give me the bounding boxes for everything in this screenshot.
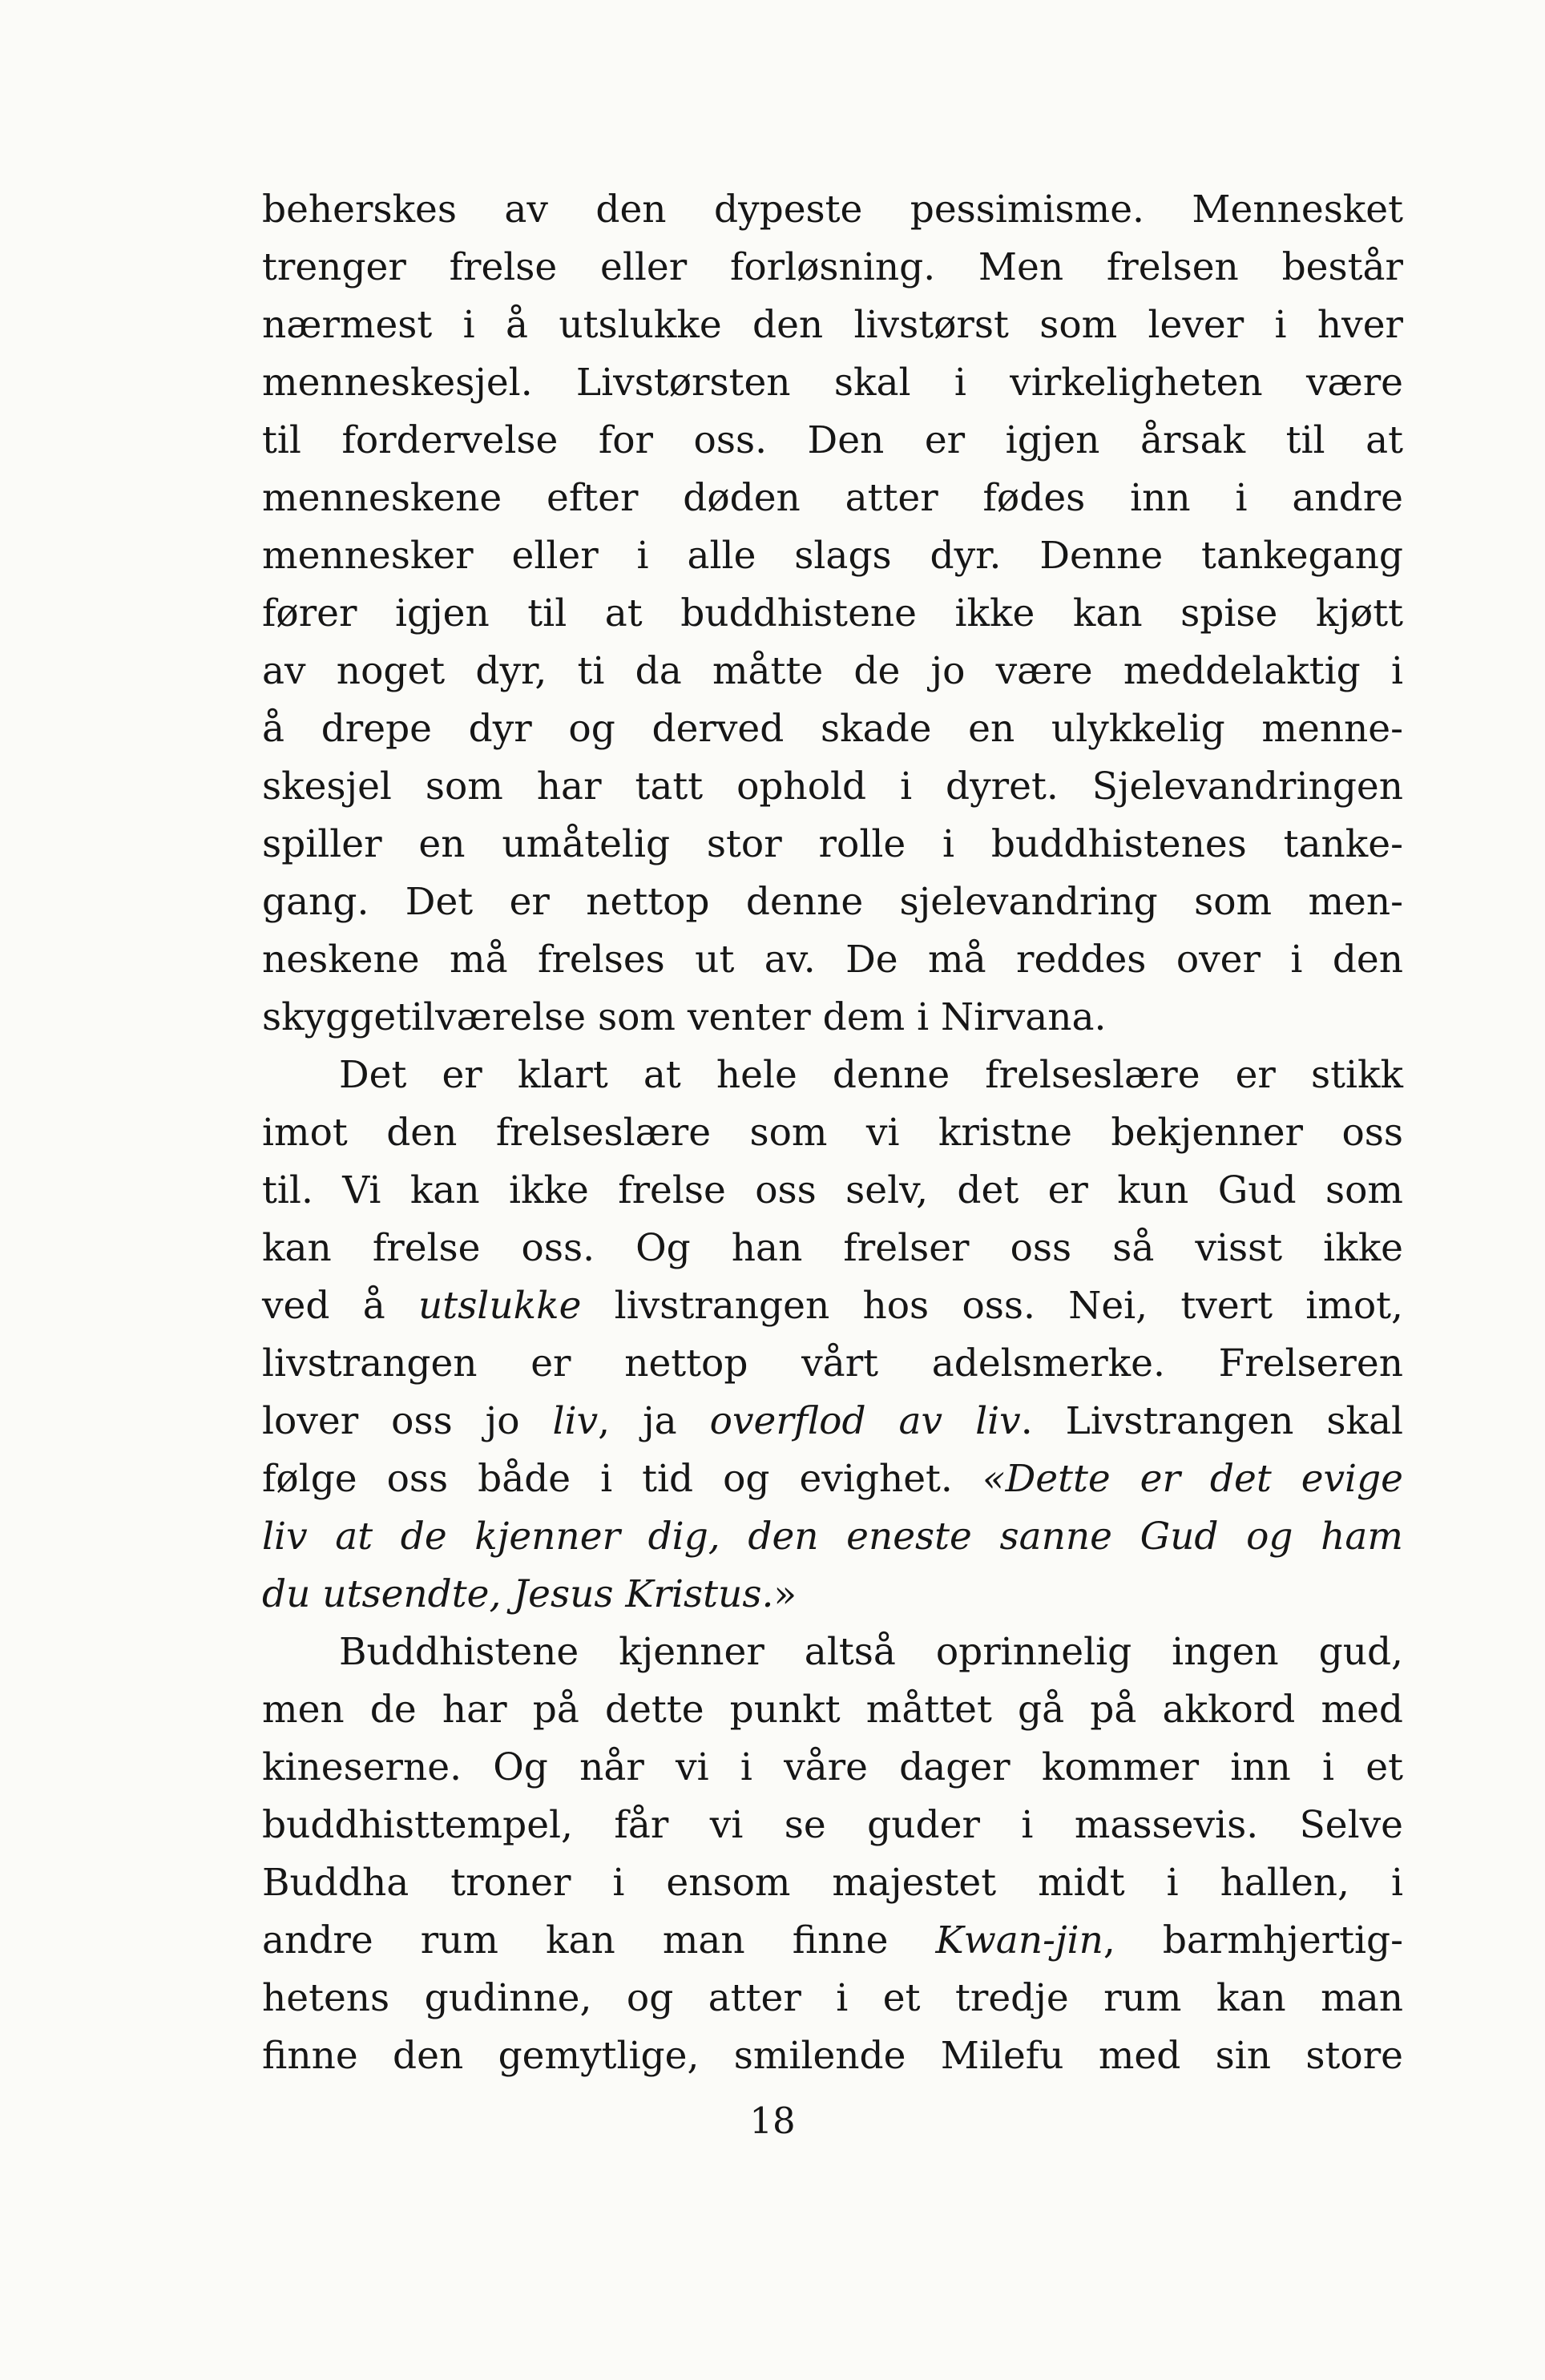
text-span: skesjel som har tatt ophold i dyret. Sjelevandringen [262, 764, 1403, 809]
italic-text: Kwan-jin [935, 1918, 1103, 1962]
text-span: Det er klart at hele denne frelseslære er stikk [339, 1053, 1403, 1097]
text-span: kan frelse oss. Og han frelser oss så visst ikke [262, 1226, 1403, 1270]
text-line [262, 1681, 1403, 1739]
text-span: hetens gudinne, og atter i et tredje rum kan man [262, 1976, 1403, 2020]
text-line [262, 1624, 1403, 1681]
text-span: livstrangen er nettop vårt adelsmerke. Frelseren [262, 1341, 1403, 1386]
text-span: . Livstrangen skal [1020, 1399, 1403, 1443]
text-span: mennesker eller i alle slags dyr. Denne tankegang [262, 534, 1403, 578]
italic-text: overflod av liv [709, 1399, 1021, 1443]
text-span: å drepe dyr og derved skade en ulykkelig menne- [262, 707, 1403, 751]
text-line [262, 527, 1403, 585]
text-line [262, 931, 1403, 989]
text-line [262, 2027, 1403, 2085]
text-span: menneskene efter døden atter fødes inn i andre [262, 476, 1403, 520]
italic-text: du utsendte, Jesus Kristus. [262, 1572, 774, 1616]
text-line [262, 1797, 1403, 1854]
text-line [262, 1566, 1403, 1624]
text-line [262, 1739, 1403, 1797]
text-line [262, 181, 1403, 239]
text-line [262, 1508, 1403, 1566]
text-span: andre rum kan man finne [262, 1918, 936, 1962]
text-line [262, 1277, 1403, 1335]
text-line [262, 296, 1403, 354]
text-line [262, 1047, 1403, 1104]
text-span: kineserne. Og når vi i våre dager kommer inn i et [262, 1745, 1403, 1789]
text-span: , ja [598, 1399, 710, 1443]
text-line [262, 1854, 1403, 1912]
italic-text: «Dette er det evige [982, 1457, 1403, 1501]
italic-text: liv [552, 1399, 599, 1443]
text-line [262, 1970, 1403, 2027]
text-span: beherskes av den dypeste pessimisme. Mennesket [262, 188, 1403, 232]
text-span: ved å [262, 1284, 419, 1328]
text-span: trenger frelse eller forløsning. Men frelsen består [262, 245, 1403, 289]
text-span: menneskesjel. Livstørsten skal i virkeligheten være [262, 361, 1403, 405]
text-line [262, 1912, 1403, 1970]
text-line [262, 354, 1403, 412]
text-span: følge oss både i tid og evighet. [262, 1457, 982, 1501]
text-line [262, 873, 1403, 931]
text-span: av noget dyr, ti da måtte de jo være meddelaktig i [262, 649, 1403, 693]
text-span: Buddha troner i ensom majestet midt i hallen, i [262, 1861, 1403, 1905]
text-span: nærmest i å utslukke den livstørst som lever i hver [262, 303, 1403, 347]
text-line [262, 412, 1403, 470]
text-line [262, 1335, 1403, 1393]
text-line [262, 239, 1403, 296]
text-span: neskene må frelses ut av. De må reddes over i den [262, 938, 1403, 982]
italic-text: utslukke [418, 1284, 582, 1328]
text-line [262, 470, 1403, 527]
text-line [262, 1162, 1403, 1220]
text-line [262, 1104, 1403, 1162]
text-span: » [773, 1572, 797, 1616]
text-span: livstrangen hos oss. Nei, tvert imot, [581, 1284, 1403, 1328]
text-line [262, 816, 1403, 873]
text-line [262, 585, 1403, 643]
text-line [262, 758, 1403, 816]
text-span: men de har på dette punkt måttet gå på akkord med [262, 1688, 1403, 1732]
text-line [262, 1220, 1403, 1277]
text-span: til. Vi kan ikke frelse oss selv, det er kun Gud som [262, 1168, 1403, 1212]
text-span: Buddhistene kjenner altså oprinnelig ingen gud, [339, 1630, 1403, 1674]
text-span: spiller en umåtelig stor rolle i buddhistenes tanke- [262, 822, 1403, 866]
text-span: fører igjen til at buddhistene ikke kan spise kjøtt [262, 591, 1403, 635]
text-span: finne den gemytlige, smilende Milefu med sin store [262, 2034, 1403, 2078]
text-span: , barmhjertig- [1103, 1918, 1403, 1962]
text-span: imot den frelseslære som vi kristne bekjenner oss [262, 1111, 1403, 1155]
text-span: gang. Det er nettop denne sjelevandring som men- [262, 880, 1403, 924]
text-span: skyggetilværelse som venter dem i Nirvana. [262, 995, 1107, 1039]
text-line [262, 989, 1403, 1047]
text-span: til fordervelse for oss. Den er igjen årsak til at [262, 418, 1403, 462]
text-line [262, 1393, 1403, 1450]
text-line [262, 643, 1403, 700]
text-span: buddhisttempel, får vi se guder i massevis. Selve [262, 1803, 1403, 1847]
italic-text: liv at de kjenner dig, den eneste sanne Gud og ham [262, 1515, 1403, 1559]
text-line [262, 700, 1403, 758]
text-span: lover oss jo [262, 1399, 553, 1443]
body-text [262, 181, 1403, 2085]
page-number: 18 [749, 2100, 796, 2142]
text-line [262, 1450, 1403, 1508]
